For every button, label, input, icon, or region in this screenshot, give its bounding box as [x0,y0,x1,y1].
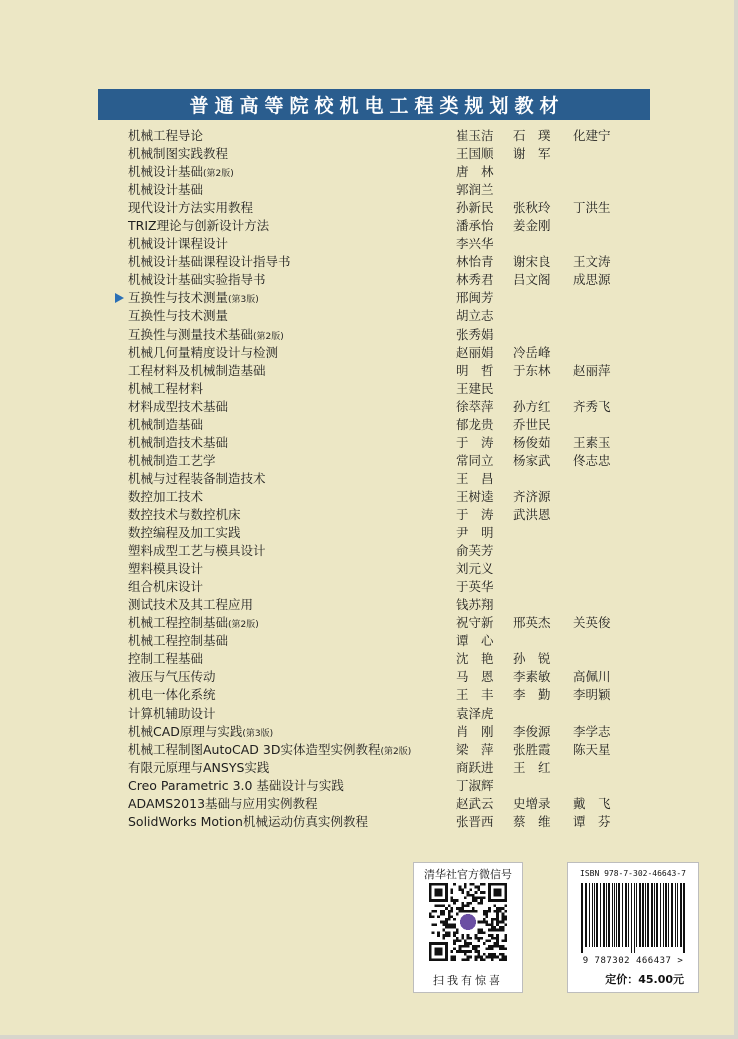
book-row [128,668,628,686]
book-row [128,524,628,542]
book-author: 姜金刚 [513,218,551,234]
book-author: 王文涛 [573,254,611,270]
book-title [128,650,203,668]
book-author: 徐萃萍 [456,398,494,414]
book-row [128,759,628,777]
book-title [128,524,241,542]
book-title [128,452,216,470]
book-title [128,398,228,416]
book-title-text: 机械制造工艺学 [128,452,216,468]
book-title-text: SolidWorks Motion机械运动仿真实例教程 [128,813,368,829]
book-author: 吕文阁 [513,272,551,288]
book-author: 于 涛 [456,434,494,450]
book-row [128,488,628,506]
book-title-text: 液压与气压传动 [128,669,216,685]
book-author: 谭 心 [456,633,494,649]
book-title-text: 机械工程控制基础 [128,633,229,649]
book-title-text: 有限元原理与ANSYS实践 [128,759,270,775]
book-title [128,326,284,346]
book-row [128,326,628,344]
book-author: 佟志忠 [573,452,611,468]
book-author: 化建宁 [573,128,611,143]
book-title [128,181,203,199]
book-author: 赵武云 [456,795,494,811]
book-title-text: 塑料成型工艺与模具设计 [128,543,266,559]
book-author: 孙 锐 [513,651,551,667]
book-author: 李明颖 [573,687,611,703]
book-author: 俞芙芳 [456,543,494,559]
book-author: 于 涛 [456,506,494,522]
book-author: 肖 刚 [456,723,494,739]
book-author: 王 红 [513,759,551,775]
book-row [128,777,628,795]
book-author: 林怡青 [456,254,494,270]
book-author: 刘元义 [456,561,494,577]
edition-note: (第3版) [242,728,274,739]
book-title [128,488,203,506]
book-title [128,344,278,362]
book-title-text: 机械与过程装备制造技术 [128,470,266,486]
book-title [128,560,203,578]
series-title: 普通高等院校机电工程类规划教材 [189,95,565,117]
book-title-text: 机械制造技术基础 [128,434,229,450]
book-row [128,289,628,307]
book-author: 于东林 [513,362,551,378]
book-author: 赵丽萍 [573,362,611,378]
book-row [128,163,628,181]
book-row [128,614,628,632]
book-row [128,398,628,416]
book-row [128,235,628,253]
book-author: 李俊源 [513,723,551,739]
book-author: 王建民 [456,380,494,396]
isbn-text: ISBN 978-7-302-46643-7 [580,869,686,878]
book-title [128,777,344,795]
book-author: 梁 萍 [456,741,494,757]
barcode-digits: 9 787302 466437 > [582,956,684,966]
book-author: 于英华 [456,579,494,595]
book-author: 明 哲 [456,362,494,378]
book-row [128,416,628,434]
book-title [128,362,266,380]
book-author: 常同立 [456,452,494,468]
barcode-icon [577,883,689,953]
book-author: 马 恩 [456,669,494,685]
book-title [128,614,259,634]
book-author: 戴 飞 [573,795,611,811]
book-author: 王国顺 [456,146,494,162]
book-title [128,289,259,309]
book-author: 邢闽芳 [456,290,494,306]
book-title-text: 数控技术与数控机床 [128,506,241,522]
book-title [128,668,216,686]
book-row [128,344,628,362]
book-author: 潘承怡 [456,218,494,234]
book-row [128,632,628,650]
book-author: 石 璞 [513,128,551,143]
book-title [128,470,266,488]
book-author: 齐济源 [513,488,551,504]
book-row [128,741,628,759]
book-title-text: TRIZ理论与创新设计方法 [128,218,270,234]
book-row [128,199,628,217]
book-author: 成思源 [573,272,611,288]
book-author: 武洪恩 [513,506,551,522]
book-author: 林秀君 [456,272,494,288]
book-author: 谢 军 [513,146,551,162]
book-row [128,380,628,398]
book-title [128,253,291,271]
book-author: 谭 芬 [573,813,611,829]
book-row [128,307,628,325]
book-title [128,416,203,434]
book-title-text: 机械工程材料 [128,380,204,396]
book-row [128,542,628,560]
book-title-text: 组合机床设计 [128,579,204,595]
book-author: 张胜霞 [513,741,551,757]
book-title [128,127,203,145]
book-author: 王 丰 [456,687,494,703]
book-author: 史增录 [513,795,551,811]
edition-note: (第2版) [380,746,412,757]
book-row [128,145,628,163]
book-author: 沈 艳 [456,651,494,667]
book-title [128,145,228,163]
book-title [128,307,228,325]
book-row [128,578,628,596]
book-author: 李兴华 [456,236,494,252]
book-row [128,217,628,235]
book-row [128,686,628,704]
book-author: 李 勤 [513,687,551,703]
book-title [128,741,411,761]
book-author: 冷岳峰 [513,344,551,360]
book-row [128,434,628,452]
book-row [128,596,628,614]
book-title-text: 现代设计方法实用教程 [128,200,254,216]
book-title-text: 机械设计基础课程设计指导书 [128,254,291,270]
book-title-text: 机械工程制图AutoCAD 3D实体造型实例教程 [128,741,381,757]
book-title [128,506,241,524]
book-author: 乔世民 [513,416,551,432]
edition-note: (第2版) [228,620,259,631]
book-author: 王 昌 [456,470,494,486]
book-author: 高佩川 [573,669,611,685]
book-author: 赵丽娟 [456,344,494,360]
book-title [128,434,228,452]
book-title-text: 互换性与技术测量 [128,308,229,324]
book-title-text: 互换性与技术测量 [128,290,229,306]
book-title-text: 机械制造基础 [128,416,204,432]
book-title [128,632,228,650]
book-title [128,271,266,289]
book-title-text: ADAMS2013基础与应用实例教程 [128,795,318,811]
book-title [128,578,203,596]
series-title-banner [98,89,650,120]
book-title-text: 机械CAD原理与实践 [128,723,243,739]
book-author: 蔡 维 [513,813,551,829]
book-title-text: 机电一体化系统 [128,687,216,703]
book-author: 张秀娟 [456,326,494,342]
book-row [128,470,628,488]
book-row [128,795,628,813]
book-author: 李学志 [573,723,611,739]
book-title [128,705,216,723]
book-title-text: 机械工程控制基础 [128,615,229,631]
book-author: 唐 林 [456,164,494,180]
book-row [128,813,628,831]
book-title [128,380,203,398]
book-title [128,542,266,560]
book-row [128,362,628,380]
edition-note: (第2版) [203,169,234,180]
book-title-text: 机械工程导论 [128,128,204,143]
book-row [128,271,628,289]
book-title-text: 数控加工技术 [128,488,204,504]
book-title-text: 机械设计基础 [128,182,204,198]
book-author: 邢英杰 [513,615,551,631]
book-title-text: 材料成型技术基础 [128,398,229,414]
book-title-text: Creo Parametric 3.0 基础设计与实践 [128,777,344,793]
book-author: 胡立志 [456,308,494,324]
book-author: 郁龙贵 [456,416,494,432]
book-title [128,686,216,704]
book-title [128,199,253,217]
qr-code-icon[interactable] [429,883,507,961]
isbn-barcode-panel [567,862,699,993]
book-author: 尹 明 [456,525,494,541]
edition-note: (第2版) [253,331,284,342]
book-title [128,813,368,831]
edition-note: (第3版) [228,295,259,306]
book-title-text: 互换性与测量技术基础 [128,326,254,342]
qr-footer: 扫我有惊喜 [433,974,503,987]
book-author: 杨俊茹 [513,434,551,450]
book-author: 孙新民 [456,200,494,216]
book-title [128,235,228,253]
book-author: 丁洪生 [573,200,611,216]
book-author: 孙方红 [513,398,551,414]
book-author: 王素玉 [573,434,611,450]
qr-caption: 清华社官方微信号 [424,868,512,881]
book-title-text: 测试技术及其工程应用 [128,597,254,613]
book-title-text: 机械设计课程设计 [128,236,229,252]
book-title [128,217,269,235]
book-title-text: 机械制图实践教程 [128,146,229,162]
price-label: 定价：45.00元 [605,973,684,986]
book-author: 李素敏 [513,669,551,685]
book-author: 袁泽虎 [456,705,494,721]
book-author: 张晋西 [456,813,494,829]
book-row [128,253,628,271]
qr-panel [413,862,523,993]
book-title-text: 机械几何量精度设计与检测 [128,344,279,360]
book-title [128,596,253,614]
book-title [128,759,269,777]
triangle-marker-icon [115,293,124,303]
book-author: 商跃进 [456,759,494,775]
book-author: 谢宋良 [513,254,551,270]
book-list [128,127,628,831]
book-title-text: 塑料模具设计 [128,561,204,577]
book-author: 钱苏翔 [456,597,494,613]
book-title [128,723,273,743]
book-row [128,452,628,470]
book-title-text: 工程材料及机械制造基础 [128,362,266,378]
book-author: 关英俊 [573,615,611,631]
book-title-text: 计算机辅助设计 [128,705,216,721]
book-title [128,163,234,183]
book-row [128,560,628,578]
book-author: 王树逵 [456,488,494,504]
book-title-text: 控制工程基础 [128,651,204,667]
book-row [128,506,628,524]
book-author: 郭润兰 [456,182,494,198]
book-author: 张秋玲 [513,200,551,216]
book-author: 丁淑辉 [456,777,494,793]
book-author: 陈天星 [573,741,611,757]
book-row [128,127,628,145]
book-title [128,795,318,813]
book-title-text: 数控编程及加工实践 [128,525,241,541]
book-title-text: 机械设计基础实验指导书 [128,272,266,288]
book-row [128,181,628,199]
book-row [128,705,628,723]
book-author: 崔玉洁 [456,128,494,143]
book-title-text: 机械设计基础 [128,164,204,180]
book-row [128,723,628,741]
book-author: 祝守新 [456,615,494,631]
book-row [128,650,628,668]
book-author: 齐秀飞 [573,398,611,414]
book-author: 杨家武 [513,452,551,468]
